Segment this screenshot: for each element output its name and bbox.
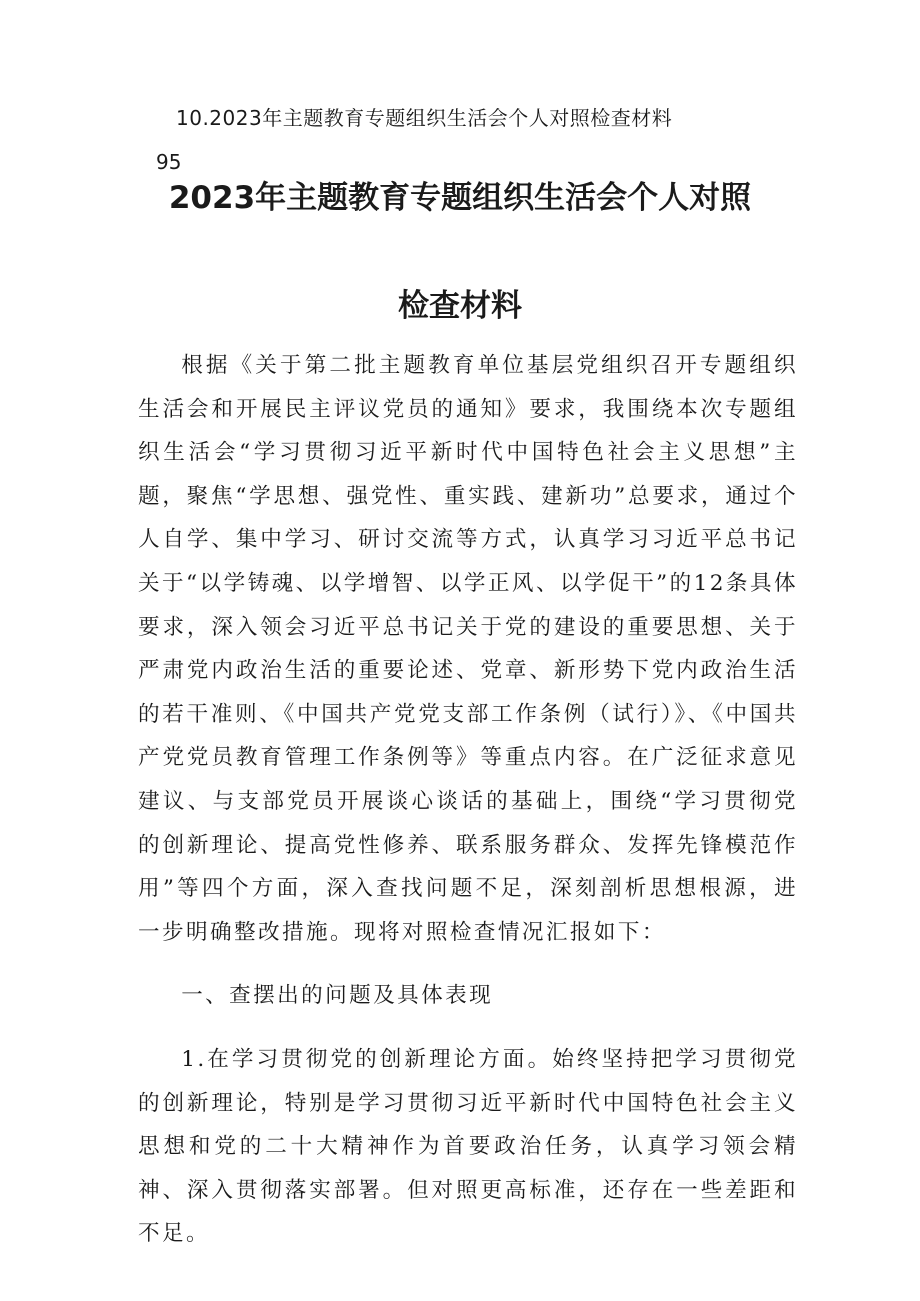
document-title-line-2: 检查材料	[398, 288, 522, 324]
intro-paragraph: 根据《关于第二批主题教育单位基层党组织召开专题组织生活会和开展民主评议党员的通知》要求，我围绕本次专题组织生活会“学习贯彻习近平新时代中国特色社会主义思想”主题，聚焦“学思想、强党性、重实践、建新功”总要求，通过个人自学、集中学习、研讨交流等方式，认真学习习近平总书记关于“以学铸魂、以学增智、以学正风、以学促干”的12条具体要求，深入领会习近平总书记关于党的建设的重要思想、关于严肃党内政治生活的重要论述、党章、新形势下党内政治生活的若干准则、《中国共产党党支部工作条例（试行）》、《中国共产党党员教育管理工作条例等》等重点内容。在广泛征求意见建议、与支部党员开展谈心谈话的基础上，围绕“学习贯彻党的创新理论、提高党性修养、联系服务群众、发挥先锋模范作用”等四个方面，深入查找问题不足，深刻剖析思想根源，进一步明确整改措施。现将对照检查情况汇报如下：	[138, 353, 798, 945]
section-heading: 一、查摆出的问题及具体表现	[181, 983, 494, 1009]
section-paragraph: 1.在学习贯彻党的创新理论方面。始终坚持把学习贯彻党的创新理论，特别是学习贯彻习近平新时代中国特色社会主义思想和党的二十大精神作为首要政治任务，认真学习领会精神、深入贯彻落实部署。但对照更高标准，还存在一些差距和不足。	[138, 1046, 798, 1247]
document-title-line-1: 2023年主题教育专题组织生活会个人对照	[168, 180, 752, 216]
document-body	[138, 344, 798, 1256]
toc-entry: 10.2023年主题教育专题组织生活会个人对照检查材料	[176, 106, 673, 130]
toc-page-number: 95	[156, 150, 182, 174]
